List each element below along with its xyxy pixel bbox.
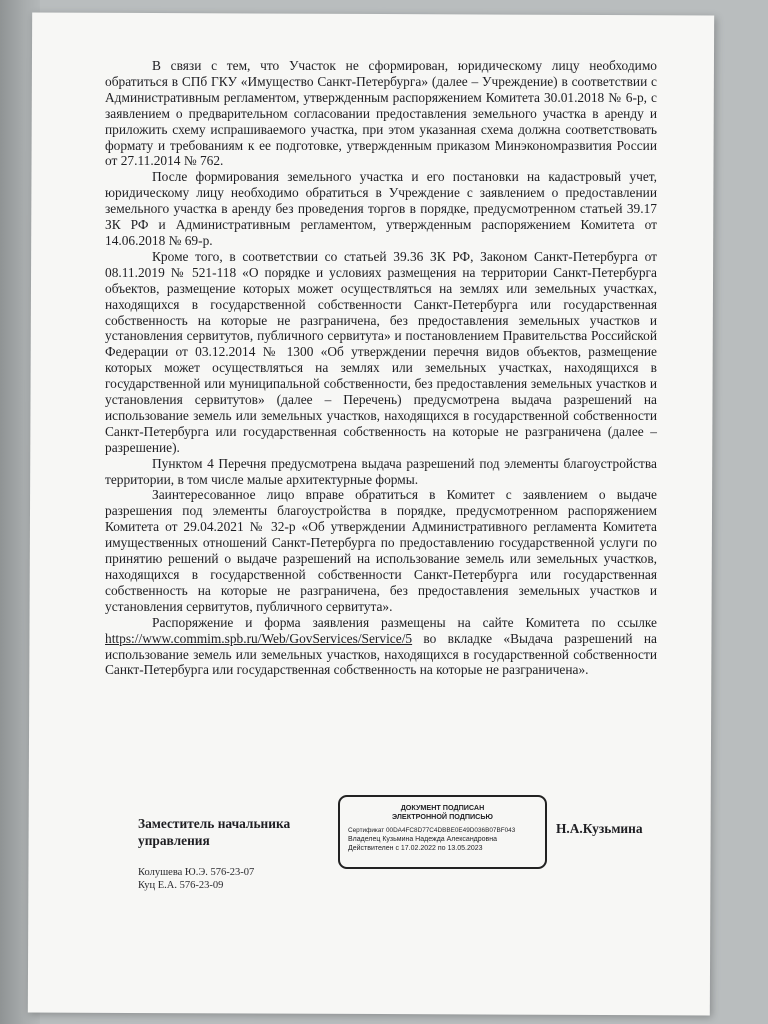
stamp-heading-line-2: ЭЛЕКТРОННОЙ ПОДПИСЬЮ: [392, 812, 493, 821]
contact-line: Куц Е.А. 576-23-09: [138, 880, 224, 891]
signatory-position: Заместитель начальника управления: [138, 816, 291, 848]
electronic-signature-stamp: [338, 795, 547, 869]
paragraph-2: После формирования земельного участка и его постановки на кадастровый учет, юридическому лицу необходимо обратиться в Учреждение с заявлением о предоставлении земельного участка в аренду без проведения торгов в порядке, предусмотренном статьей 39.17 ЗК РФ и Административным регламентом, утвержденным распоряжением Комитета от 14.06.2018 № 69-р.: [105, 169, 657, 248]
stamp-owner: Владелец Кузьмина Надежда Александровна: [348, 836, 498, 843]
paragraph-6: [105, 615, 657, 679]
paragraph-6-text-end: во вкладке «Выдача разрешений на использование земель или земельных участков, находящихся в государственной собственности Санкт-Петербурга или государственная собственность на которые не разграничена».: [105, 630, 657, 678]
paragraph-4: Пунктом 4 Перечня предусмотрена выдача разрешений под элементы благоустройства территории, в том числе малые архитектурные формы.: [105, 455, 657, 487]
contacts-block: [138, 866, 254, 892]
contact-line: Колушева Ю.Э. 576-23-07: [138, 867, 255, 878]
signer-name: Н.А.Кузьмина: [556, 821, 643, 836]
service-link[interactable]: https://www.commim.spb.ru/Web/GovServices/Service/5: [105, 630, 413, 646]
stamp-validity: Действителен с 17.02.2022 по 13.05.2023: [348, 845, 483, 852]
paragraph-3: Кроме того, в соответствии со статьей 39.36 ЗК РФ, Законом Санкт-Петербурга от 08.11.2019 № 521-118 «О порядке и условиях размещения на территории Санкт-Петербурга объектов, размещение которых может осуществляться на землях или земельных участках, находящихся в государственной собственности Санкт-Петербурга или государственная собственность на которые не разграничена, без предоставления земельных участков и установления сервитутов, публичного сервитута» и постановлением Правительства Российской Федерации от 03.12.2014 № 1300 «Об утверждении перечня видов объектов, размещение которых может осуществляться на землях или земельных участках, находящихся в государственной или муниципальной собственности, без предоставления земельных участков и установления сервитутов» (далее – Перечень) предусмотрена выдача разрешений на использование земель или земельных участков, находящихся в государственной собственности Санкт-Петербурга или государственная собственность на которые не разграничена (далее – разрешение).: [105, 248, 657, 455]
stamp-heading: [340, 803, 545, 821]
letter-body: [105, 58, 657, 678]
paragraph-6-text-start: Распоряжение и форма заявления размещены на сайте Комитета по ссылке: [152, 614, 657, 630]
stamp-heading-line-1: ДОКУМЕНТ ПОДПИСАН: [400, 803, 485, 812]
paragraph-5: Заинтересованное лицо вправе обратиться в Комитет с заявлением о выдаче разрешения под элементы благоустройства в порядке, предусмотренном распоряжением Комитета от 29.04.2021 № 32-р «Об утверждении Административного регламента Комитета имущественных отношений Санкт-Петербурга по предоставлению государственной услуги по принятию решений о выдаче разрешений на использование земель или земельных участков, находящихся в государственной собственности Санкт-Петербурга или государственная собственность на которые не разграничена, без предоставления земельных участков и установления сервитутов, публичного сервитута».: [105, 487, 657, 614]
stamp-certificate: Сертификат 00DA4FC8D77C4DBBE0E49D036B07BF043: [348, 827, 516, 834]
paragraph-1: В связи с тем, что Участок не сформирован, юридическому лицу необходимо обратиться в СПб ГКУ «Имущество Санкт-Петербурга» (далее – Учреждение) в соответствии с Административным регламентом, утвержденным распоряжением Комитета 30.01.2018 № 6-р, с заявлением о предварительном согласовании предоставления земельного участка в аренду и приложить схему испрашиваемого участка, при этом указанная схема должна соответствовать формату и требованиям к ее подготовке, утвержденным приказом Минэкономразвития России от 27.11.2014 № 762.: [105, 58, 657, 169]
